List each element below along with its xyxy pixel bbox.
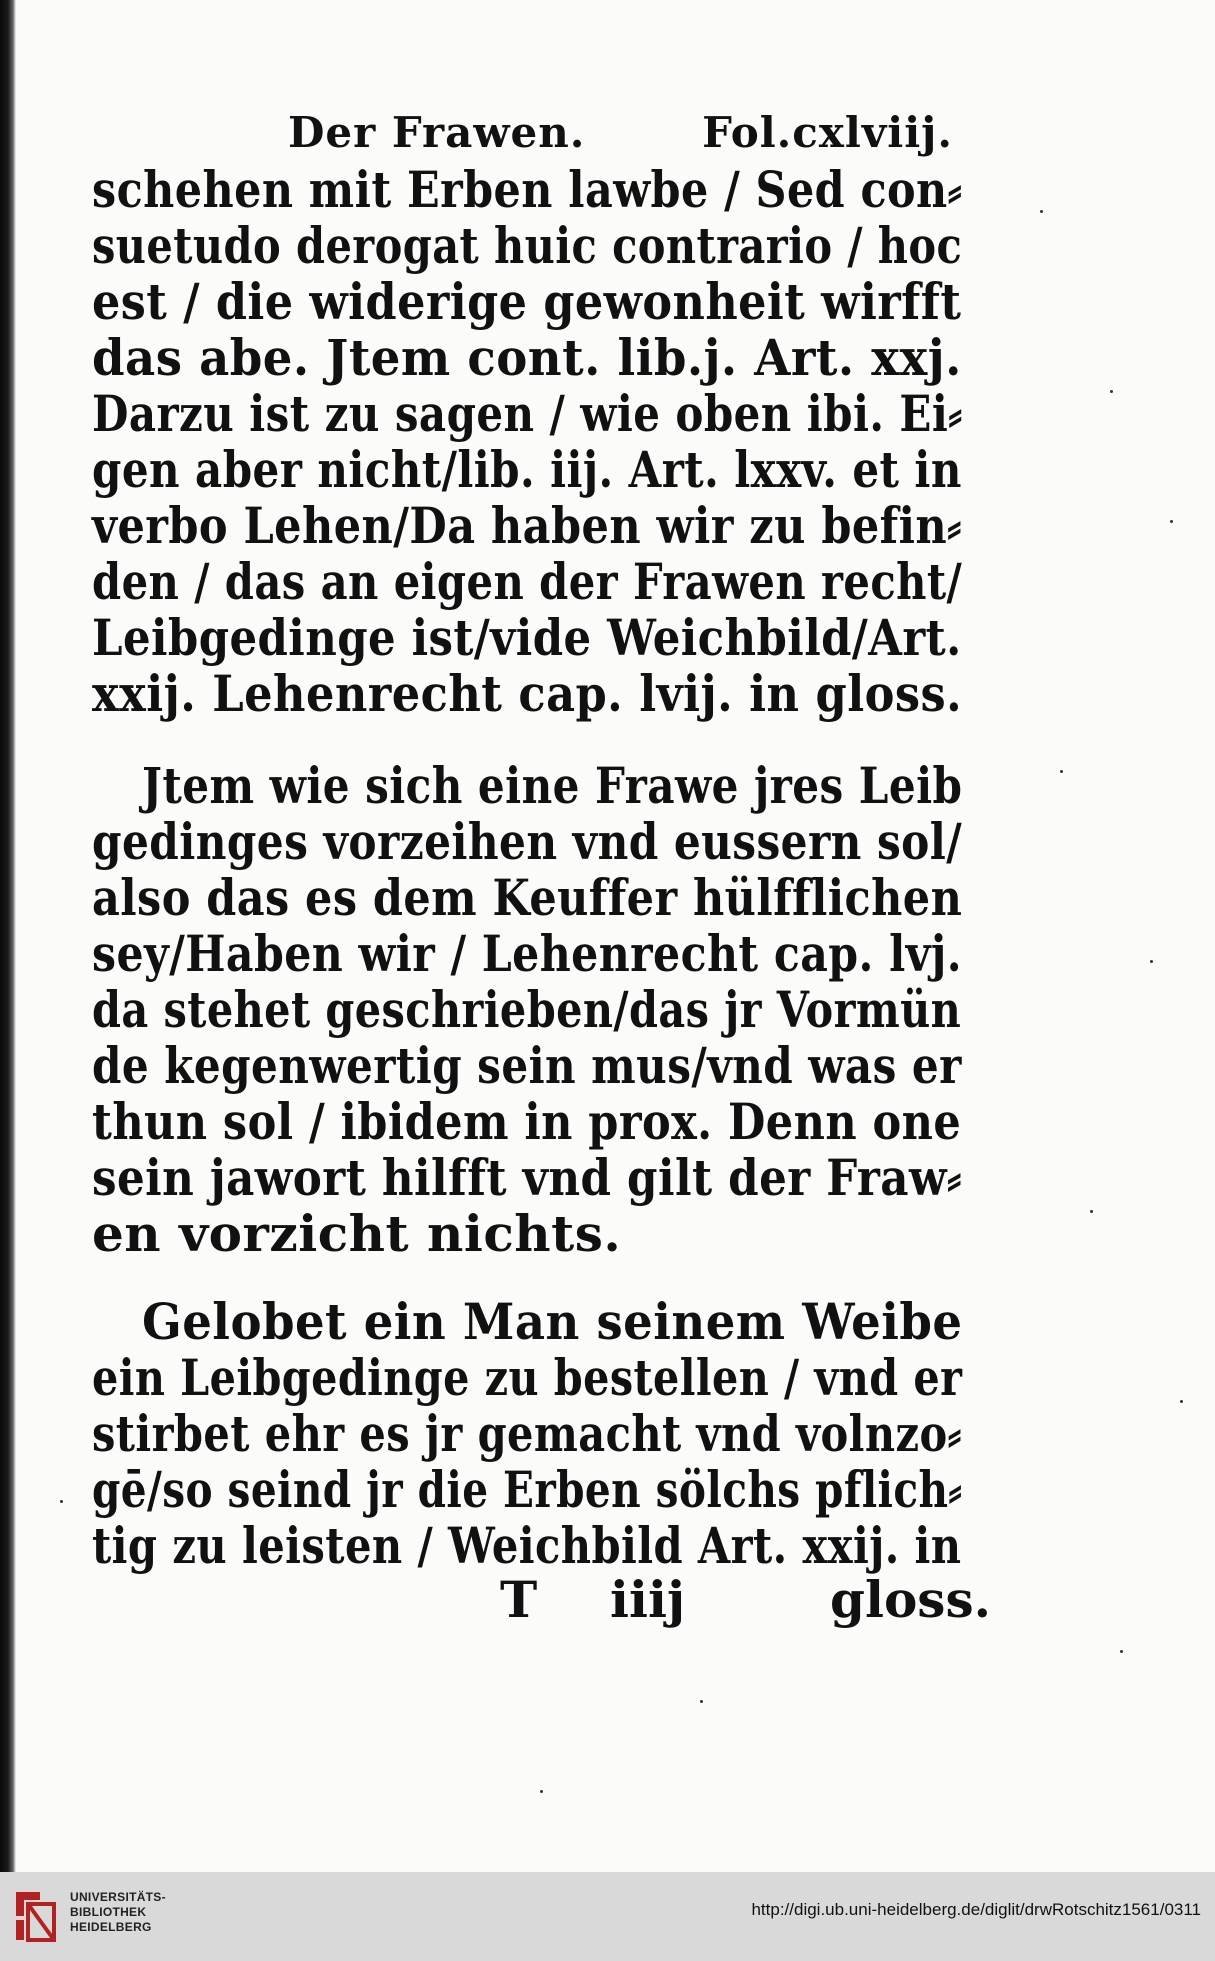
scan-speck <box>1170 520 1173 523</box>
text-line: sey/Haben wir / Lehenrecht cap. lvj. <box>92 924 963 983</box>
text-line: verbo Lehen/Da haben wir zu befin⸗ <box>92 496 962 555</box>
text-line: gen aber nicht/lib. iij. Art. lxxv. et in <box>92 440 962 499</box>
folio-number: Fol.cxlviij. <box>702 108 953 157</box>
text-line: gē/so seind jr die Erben sölchs pflich⸗ <box>92 1460 963 1519</box>
library-name-line: UNIVERSITÄTS- <box>70 1890 166 1904</box>
scan-speck <box>540 1790 543 1793</box>
library-footer-bar <box>0 1872 1215 1961</box>
catchword: gloss. <box>830 1570 992 1629</box>
text-line: schehen mit Erben lawbe / Sed con⸗ <box>92 160 963 219</box>
text-line: das abe. Jtem cont. lib.j. Art. xxj. <box>92 328 962 387</box>
text-line: also das es dem Keuffer hülfflichen <box>92 868 963 927</box>
scan-speck <box>1090 1210 1093 1213</box>
text-line: den / das an eigen der Frawen recht/ <box>92 552 963 611</box>
scan-speck <box>1180 1400 1183 1403</box>
scan-speck <box>60 1500 63 1503</box>
permalink-url[interactable]: http://digi.ub.uni-heidelberg.de/diglit/drwRotschitz1561/0311 <box>751 1900 1201 1919</box>
scan-speck <box>1110 390 1113 393</box>
scan-speck <box>1060 770 1063 773</box>
signature-number: iiij <box>610 1570 686 1629</box>
text-line: de kegenwertig sein mus/vnd was er <box>92 1036 962 1095</box>
scan-speck <box>1040 210 1043 213</box>
text-line: thun sol / ibidem in prox. Denn one <box>92 1092 962 1151</box>
header-title: Der Frawen. <box>288 108 586 157</box>
text-line: sein jawort hilfft vnd gilt der Fraw⸗ <box>92 1148 962 1207</box>
text-line: Jtem wie sich eine Frawe jres Leib <box>142 756 963 815</box>
scan-speck <box>1120 1650 1123 1653</box>
text-line: Darzu ist zu sagen / wie oben ibi. Ei⸗ <box>92 384 963 443</box>
text-line: suetudo derogat huic contrario / hoc <box>92 216 963 275</box>
library-name-line: BIBLIOTHEK <box>70 1905 147 1919</box>
text-line: Gelobet ein Man seinem Weibe <box>142 1292 963 1351</box>
text-line: xxij. Lehenrecht cap. lvij. in gloss. <box>92 664 963 723</box>
signature-mark: T <box>500 1570 538 1629</box>
university-library-logo-icon <box>10 1886 60 1946</box>
text-line: tig zu leisten / Weichbild Art. xxij. in <box>92 1516 962 1575</box>
text-line: ein Leibgedinge zu bestellen / vnd er <box>92 1348 963 1407</box>
text-line: stirbet ehr es jr gemacht vnd volnzo⸗ <box>92 1404 962 1463</box>
text-line: Leibgedinge ist/vide Weichbild/Art. <box>92 608 962 667</box>
page-footer <box>0 1565 1215 1635</box>
text-line: da stehet geschrieben/das jr Vormün <box>92 980 962 1039</box>
scan-speck <box>700 1700 703 1703</box>
text-line: en vorzicht nichts. <box>92 1204 622 1263</box>
library-name <box>70 1890 166 1935</box>
text-line: gedinges vorzeihen vnd eussern sol/ <box>92 812 963 871</box>
scan-speck <box>1150 960 1153 963</box>
text-line: est / die widerige gewonheit wirfft <box>92 272 962 331</box>
library-name-line: HEIDELBERG <box>70 1920 152 1934</box>
